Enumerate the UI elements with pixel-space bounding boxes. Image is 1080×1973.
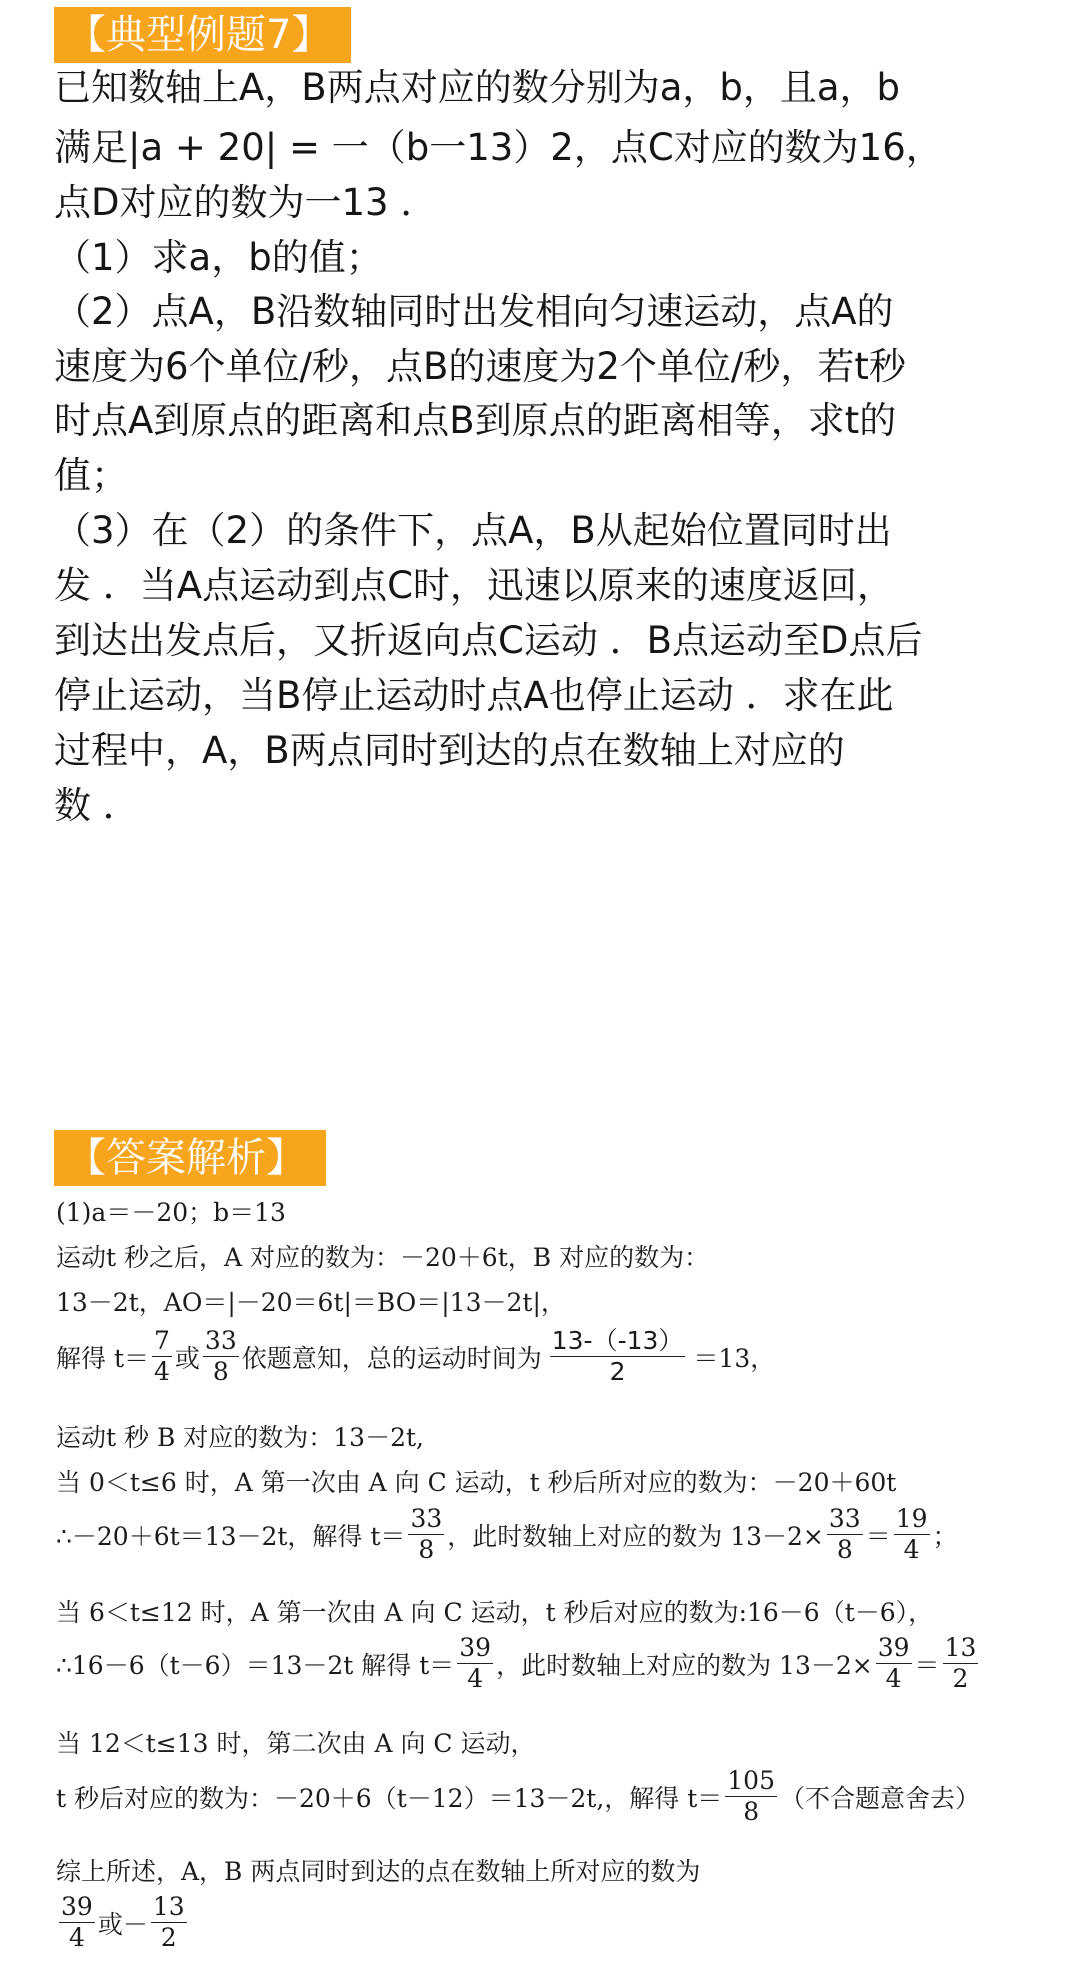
fraction-denominator: 2 xyxy=(160,1923,177,1953)
answer-text-run: 或 xyxy=(174,1343,200,1373)
fraction-denominator: 4 xyxy=(154,1357,170,1387)
fraction-denominator: 4 xyxy=(903,1535,920,1565)
answer-text-run: ∴－20＋6t＝13－2t，解得 t＝ xyxy=(56,1521,406,1551)
problem-line: 已知数轴上A，B两点对应的数分别为a，b，且a，b xyxy=(54,66,901,109)
answer-text-run: ＝13， xyxy=(693,1343,776,1373)
answer-line xyxy=(56,1506,958,1564)
fraction-denominator: 4 xyxy=(68,1923,85,1953)
answer-text-run: 解得 t＝ xyxy=(56,1343,149,1373)
fraction-numerator: 33 xyxy=(408,1506,444,1535)
fraction-denominator: 8 xyxy=(836,1535,853,1565)
fraction-denominator: 2 xyxy=(609,1357,626,1387)
fraction-numerator: 33 xyxy=(827,1506,863,1535)
fraction xyxy=(876,1635,912,1693)
fraction-denominator: 4 xyxy=(885,1664,902,1694)
answer-line xyxy=(56,1328,775,1386)
answer-line xyxy=(56,1768,980,1826)
fraction-numerator: 105 xyxy=(725,1768,777,1797)
answer-text-run: ＝ xyxy=(865,1521,891,1551)
problem-line: （1）求a，b的值； xyxy=(54,236,383,279)
fraction-denominator: 4 xyxy=(467,1664,484,1694)
answer-line: 综上所述，A，B 两点同时到达的点在数轴上所对应的数为 xyxy=(56,1857,701,1886)
fraction-numerator: 7 xyxy=(152,1328,172,1357)
answer-line: 13－2t，AO＝|－20＝6t|＝BO＝|13－2t|， xyxy=(56,1288,566,1317)
answer-text-run: 依题意知，总的运动时间为 xyxy=(241,1343,542,1373)
problem-line: 数 ． xyxy=(54,784,140,827)
fraction xyxy=(457,1635,493,1693)
fraction-numerator: 19 xyxy=(894,1506,930,1535)
fraction-denominator: 8 xyxy=(418,1535,435,1565)
problem-line: （2）点A，B沿数轴同时出发相向匀速运动，点A的 xyxy=(54,290,894,333)
fraction xyxy=(827,1506,863,1564)
problem-line: 点D对应的数为一13 ． xyxy=(54,181,438,224)
fraction-numerator: 33 xyxy=(203,1328,239,1357)
problem-line: 速度为6个单位/秒，点B的速度为2个单位/秒，若t秒 xyxy=(54,345,906,388)
answer-line xyxy=(56,1635,981,1693)
fraction-denominator: 8 xyxy=(212,1357,229,1387)
answer-text-run: ，此时数轴上对应的数为 13－2× xyxy=(496,1650,873,1680)
problem-line: 值； xyxy=(54,454,128,497)
fraction xyxy=(725,1768,777,1826)
answer-line xyxy=(56,1894,190,1952)
answer-text-run: ； xyxy=(932,1521,958,1551)
problem-line: 满足|a + 20| = 一（b一13）2，点C对应的数为16， xyxy=(54,126,943,169)
fraction-numerator: 13 xyxy=(151,1894,187,1923)
answer-text-run: （不合题意舍去） xyxy=(780,1783,981,1813)
fraction-numerator: 39 xyxy=(876,1635,912,1664)
fraction-numerator: 39 xyxy=(59,1894,95,1923)
problem-line: 过程中，A，B两点同时到达的点在数轴上对应的 xyxy=(54,729,845,772)
problem-line: （3）在（2）的条件下，点A，B从起始位置同时出 xyxy=(54,509,892,552)
answer-text-run: t 秒后对应的数为：－20＋6（t－12）＝13－2t,，解得 t＝ xyxy=(56,1783,723,1813)
fraction xyxy=(152,1328,172,1386)
fraction xyxy=(59,1894,95,1952)
answer-text-run: ，此时数轴上对应的数为 13－2× xyxy=(447,1521,824,1551)
fraction xyxy=(203,1328,239,1386)
fraction xyxy=(943,1635,979,1693)
problem-line: 到达出发点后，又折返向点C运动 ．B点运动至D点后 xyxy=(54,619,923,662)
fraction-numerator: 13-（-13） xyxy=(550,1328,686,1357)
answer-text-run: 或－ xyxy=(97,1909,148,1939)
answer-tag: 【答案解析】 xyxy=(54,1130,326,1186)
fraction-numerator: 39 xyxy=(457,1635,493,1664)
fraction xyxy=(894,1506,930,1564)
problem-line: 时点A到原点的距离和点B到原点的距离相等，求t的 xyxy=(54,399,897,442)
answer-text-run: ＝ xyxy=(914,1650,940,1680)
answer-line: 当 12＜t≤13 时，第二次由 A 向 C 运动， xyxy=(56,1729,536,1758)
fraction xyxy=(408,1506,444,1564)
answer-line: 当 0＜t≤6 时，A 第一次由 A 向 C 运动，t 秒后所对应的数为：－20＋60t xyxy=(56,1468,897,1497)
fraction-numerator: 13 xyxy=(943,1635,979,1664)
fraction-denominator: 2 xyxy=(952,1664,969,1694)
problem-line: 停止运动，当B停止运动时点A也停止运动 ．求在此 xyxy=(54,674,894,717)
problem-line: 发 ．当A点运动到点C时，迅速以原来的速度返回， xyxy=(54,564,894,607)
fraction xyxy=(151,1894,187,1952)
fraction xyxy=(550,1328,686,1386)
answer-line: 当 6＜t≤12 时，A 第一次由 A 向 C 运动，t 秒后对应的数为:16－6（t－6）， xyxy=(56,1598,934,1627)
fraction-denominator: 8 xyxy=(743,1797,760,1827)
problem-tag: 【典型例题7】 xyxy=(54,7,351,63)
answer-text-run: ∴16－6（t－6）＝13－2t 解得 t＝ xyxy=(56,1650,455,1680)
answer-line: (1)a＝－20；b＝13 xyxy=(56,1198,286,1227)
answer-line: 运动t 秒 B 对应的数为：13－2t, xyxy=(56,1423,424,1452)
answer-line: 运动t 秒之后，A 对应的数为：－20＋6t，B 对应的数为： xyxy=(56,1243,710,1272)
